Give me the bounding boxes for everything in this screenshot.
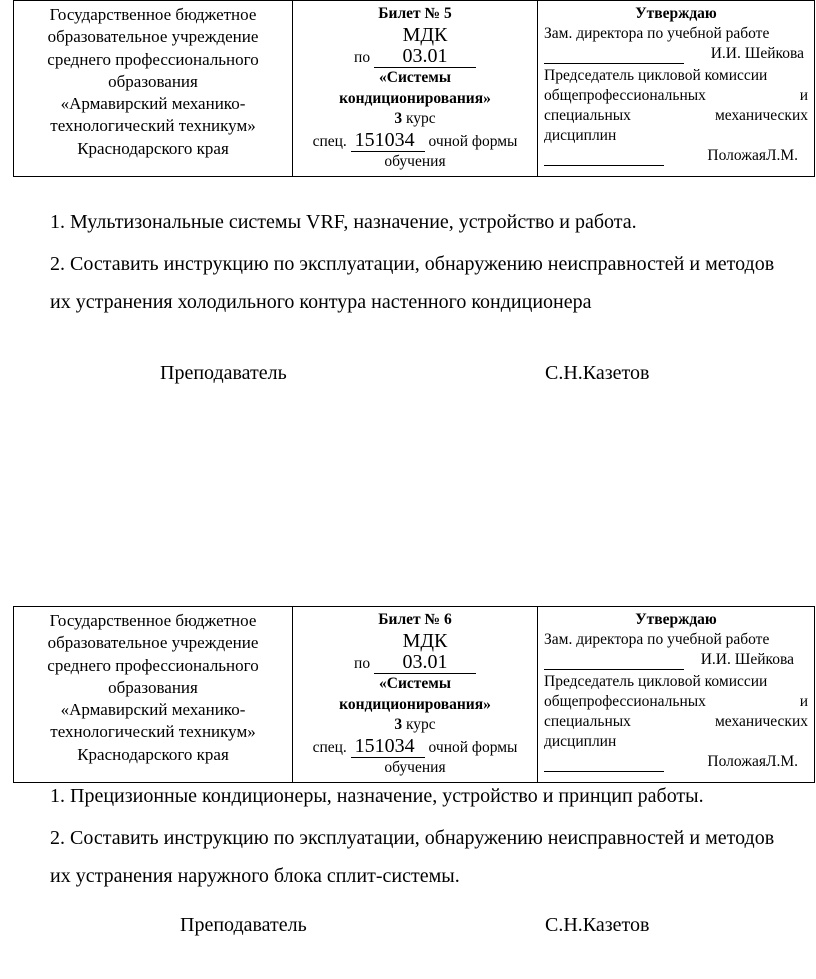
- subject-line: кондиционирования»: [339, 89, 491, 107]
- chair-text: специальных: [544, 713, 631, 730]
- subject-line: «Системы: [379, 675, 451, 692]
- chair-text: механических: [714, 713, 808, 730]
- deputy-name: И.И. Шейкова: [700, 651, 794, 668]
- chair-text: дисциплин: [544, 733, 617, 750]
- mdk-code: МДК 03.01: [374, 25, 476, 68]
- ticket-info-cell: [293, 1, 538, 177]
- org-line: среднего профессионального: [47, 49, 259, 69]
- org-line: образовательное учреждение: [47, 27, 259, 47]
- question-1: 1. Мультизональные системы VRF, назначение, устройство и работа.: [50, 211, 637, 233]
- chair-name: ПоложаяЛ.М.: [707, 147, 798, 164]
- chair-text: механических: [714, 107, 808, 124]
- org-line: технологический техникум»: [50, 116, 256, 136]
- approval-cell: [538, 607, 815, 783]
- chair-text: специальных: [544, 107, 631, 124]
- org-line: образовательное учреждение: [47, 633, 259, 653]
- chair-name: ПоложаяЛ.М.: [707, 753, 798, 770]
- teacher-label: Преподаватель: [180, 914, 307, 936]
- mdk-code: МДК 03.01: [374, 631, 476, 674]
- org-line: образования: [108, 71, 198, 91]
- question-2: 2. Составить инструкцию по эксплуатации, обнаружению неисправностей и методов их устранения холодильного контура настенного кондиционера: [50, 253, 775, 313]
- deputy-name: И.И. Шейкова: [710, 45, 804, 62]
- form-text-2: обучения: [384, 153, 446, 170]
- course-label: курс: [405, 716, 436, 733]
- signature-line: [544, 47, 684, 64]
- org-line: образования: [108, 677, 198, 697]
- questions: [50, 203, 790, 321]
- teacher-label: Преподаватель: [160, 362, 287, 384]
- org-line: «Армавирский механико-: [60, 94, 246, 114]
- institution-cell: [14, 607, 293, 783]
- teacher-name: С.Н.Казетов: [545, 914, 650, 936]
- form-text-2: обучения: [384, 759, 446, 776]
- org-line: «Армавирский механико-: [60, 700, 246, 720]
- approve-heading: Утверждаю: [635, 5, 717, 22]
- ticket-header-table: [13, 606, 815, 783]
- subject-line: «Системы: [379, 69, 451, 86]
- org-line: Краснодарского края: [77, 744, 229, 764]
- teacher-name: С.Н.Казетов: [545, 362, 650, 384]
- org-line: среднего профессионального: [47, 655, 259, 675]
- signature-line: [544, 653, 684, 670]
- org-line: Краснодарского края: [77, 138, 229, 158]
- chair-text: дисциплин: [544, 127, 617, 144]
- subject-line: кондиционирования»: [339, 695, 491, 713]
- spec-code: 151034: [351, 130, 425, 152]
- chair-text: и: [799, 693, 808, 710]
- questions: [50, 777, 790, 895]
- chair-text: и: [799, 87, 808, 104]
- course-number: 3: [394, 110, 403, 127]
- course-label: курс: [405, 110, 436, 127]
- spec-prefix: спец.: [312, 738, 347, 756]
- signature-line: [544, 149, 664, 166]
- spec-code: 151034: [351, 736, 425, 758]
- deputy-title: Зам. директора по учебной работе: [544, 25, 770, 42]
- chair-title: Председатель цикловой комиссии: [544, 673, 768, 690]
- chair-title: Председатель цикловой комиссии: [544, 67, 768, 84]
- question-2: 2. Составить инструкцию по эксплуатации, обнаружению неисправностей и методов их устранения наружного блока сплит-системы.: [50, 827, 775, 887]
- po-label: по: [354, 48, 371, 66]
- approval-cell: [538, 1, 815, 177]
- ticket-number: Билет № 5: [378, 5, 452, 22]
- chair-text: общепрофессиональных: [544, 87, 706, 104]
- form-text: очной формы: [428, 132, 518, 150]
- org-line: Государственное бюджетное: [49, 5, 257, 24]
- signature-line: [544, 755, 664, 772]
- ticket-number: Билет № 6: [378, 611, 452, 628]
- ticket-header-table: [13, 0, 815, 177]
- po-label: по: [354, 654, 371, 672]
- ticket-info-cell: [293, 607, 538, 783]
- institution-cell: [14, 1, 293, 177]
- question-1: 1. Прецизионные кондиционеры, назначение, устройство и принцип работы.: [50, 785, 704, 807]
- spec-prefix: спец.: [312, 132, 347, 150]
- deputy-title: Зам. директора по учебной работе: [544, 631, 770, 648]
- approve-heading: Утверждаю: [635, 611, 717, 628]
- org-line: технологический техникум»: [50, 722, 256, 742]
- org-line: Государственное бюджетное: [49, 611, 257, 630]
- chair-text: общепрофессиональных: [544, 693, 706, 710]
- form-text: очной формы: [428, 738, 518, 756]
- course-number: 3: [394, 716, 403, 733]
